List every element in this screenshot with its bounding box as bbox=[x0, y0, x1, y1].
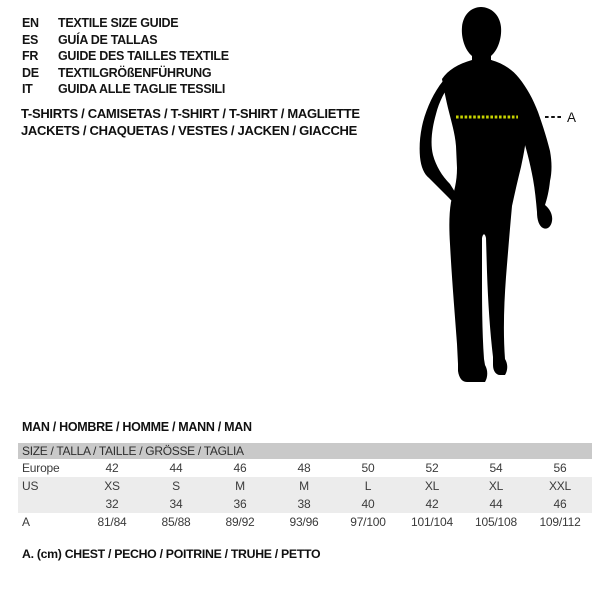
row-label: US bbox=[22, 479, 39, 493]
table-cell: 36 bbox=[233, 497, 247, 511]
table-cell: 105/108 bbox=[475, 515, 517, 529]
table-row bbox=[18, 513, 592, 531]
table-cell: 101/104 bbox=[411, 515, 453, 529]
language-text: GUIDE DES TAILLES TEXTILE bbox=[58, 49, 229, 64]
language-row bbox=[22, 48, 229, 65]
table-cell: 42 bbox=[425, 497, 439, 511]
row-label: Europe bbox=[22, 461, 60, 475]
category-titles bbox=[21, 106, 360, 140]
table-cell: 54 bbox=[489, 461, 503, 475]
table-cell: XS bbox=[104, 479, 120, 493]
table-cell: 97/100 bbox=[350, 515, 386, 529]
table-cell: XXL bbox=[548, 479, 572, 493]
category-line: T-SHIRTS / CAMISETAS / T-SHIRT / T-SHIRT / MAGLIETTE bbox=[21, 106, 360, 121]
category-line: JACKETS / CHAQUETAS / VESTES / JACKEN / GIACCHE bbox=[21, 122, 357, 138]
language-code: IT bbox=[22, 82, 33, 97]
language-row bbox=[22, 81, 229, 98]
table-cell: 52 bbox=[425, 461, 439, 475]
language-row bbox=[22, 65, 229, 82]
table-row bbox=[18, 495, 592, 513]
table-cell: 44 bbox=[169, 461, 183, 475]
table-cell: 46 bbox=[233, 461, 247, 475]
language-list bbox=[22, 15, 229, 98]
row-label: A bbox=[22, 515, 30, 529]
table-row bbox=[18, 459, 592, 477]
size-table-header: SIZE / TALLA / TAILLE / GRÖSSE / TAGLIA bbox=[18, 443, 592, 459]
table-cell: 56 bbox=[553, 461, 567, 475]
language-text: TEXTILE SIZE GUIDE bbox=[58, 16, 179, 30]
table-cell: 44 bbox=[489, 497, 503, 511]
table-cell: 32 bbox=[105, 497, 119, 511]
man-silhouette-shape bbox=[420, 7, 553, 382]
table-cell: L bbox=[364, 479, 372, 493]
language-text: GUÍA DE TALLAS bbox=[58, 32, 158, 47]
table-cell: 48 bbox=[297, 461, 311, 475]
man-silhouette bbox=[400, 0, 600, 420]
table-cell: M bbox=[235, 479, 245, 493]
language-code: ES bbox=[22, 32, 39, 47]
language-text: GUIDA ALLE TAGLIE TESSILI bbox=[58, 82, 226, 97]
section-title: MAN / HOMBRE / HOMME / MANN / MAN bbox=[22, 420, 252, 434]
footnote: A. (cm) CHEST / PECHO / POITRINE / TRUHE / PETTO bbox=[22, 547, 321, 561]
table-cell: 89/92 bbox=[225, 515, 255, 529]
language-row bbox=[22, 32, 229, 49]
measurement-label: A bbox=[567, 110, 577, 125]
table-cell: 93/96 bbox=[289, 515, 319, 529]
table-cell: XL bbox=[488, 479, 504, 493]
table-cell: 81/84 bbox=[97, 515, 127, 529]
table-cell: 40 bbox=[361, 497, 375, 511]
size-table-body bbox=[18, 459, 592, 531]
table-cell: 46 bbox=[553, 497, 567, 511]
table-cell: S bbox=[172, 479, 180, 493]
table-cell: 38 bbox=[297, 497, 311, 511]
language-code: EN bbox=[22, 16, 39, 30]
size-table bbox=[18, 443, 592, 531]
language-text: TEXTILGRÖßENFÜHRUNG bbox=[58, 65, 212, 80]
language-row bbox=[22, 15, 229, 32]
table-cell: XL bbox=[424, 479, 440, 493]
language-code: FR bbox=[22, 49, 39, 64]
table-cell: M bbox=[299, 479, 309, 493]
table-cell: 42 bbox=[105, 461, 119, 475]
table-cell: 50 bbox=[361, 461, 375, 475]
language-code: DE bbox=[22, 65, 39, 80]
table-cell: 85/88 bbox=[161, 515, 191, 529]
table-row bbox=[18, 477, 592, 495]
table-cell: 34 bbox=[169, 497, 183, 511]
table-cell: 109/112 bbox=[539, 515, 581, 529]
